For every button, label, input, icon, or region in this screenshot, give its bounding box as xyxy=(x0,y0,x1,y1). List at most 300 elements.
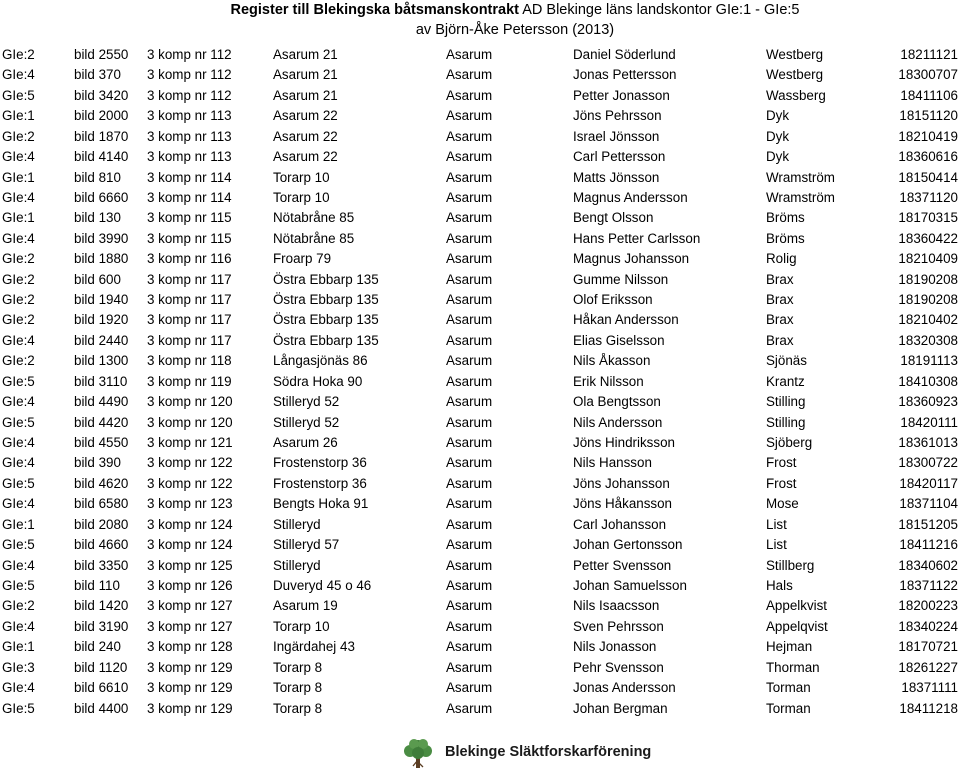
company-number: 3 komp nr 120 xyxy=(147,414,233,430)
record-row xyxy=(0,372,960,392)
place-name: Ingärdahej 43 xyxy=(273,639,355,655)
place-name: Asarum 19 xyxy=(273,598,338,614)
image-ref: bild 4550 xyxy=(74,435,129,451)
parish-name: Asarum xyxy=(446,659,493,675)
place-name: Torarp 10 xyxy=(273,189,330,205)
soldier-name: Brax xyxy=(766,292,794,308)
image-ref: bild 4490 xyxy=(74,394,129,410)
record-date: 18420117 xyxy=(899,475,958,491)
company-number: 3 komp nr 118 xyxy=(147,353,232,369)
person-name: Pehr Svensson xyxy=(573,659,664,675)
record-row xyxy=(0,270,960,290)
company-number: 3 komp nr 112 xyxy=(147,47,232,62)
soldier-name: Hals xyxy=(766,577,793,593)
parish-name: Asarum xyxy=(446,128,493,144)
person-name: Bengt Olsson xyxy=(573,210,654,226)
record-date: 18200223 xyxy=(898,598,958,614)
image-ref: bild 4620 xyxy=(74,475,129,491)
image-ref: bild 2440 xyxy=(74,332,129,348)
parish-name: Asarum xyxy=(446,537,493,553)
record-row xyxy=(0,637,960,657)
parish-name: Asarum xyxy=(446,292,493,308)
company-number: 3 komp nr 122 xyxy=(147,475,233,491)
record-date: 18170315 xyxy=(898,210,958,226)
document-author: av Björn-Åke Petersson (2013) xyxy=(415,22,615,38)
soldier-name: List xyxy=(766,537,787,553)
record-row xyxy=(0,147,960,167)
document-title-bold: Register till Blekingska båtsmanskontrakt xyxy=(230,2,519,18)
record-date: 18190208 xyxy=(898,292,958,308)
parish-name: Asarum xyxy=(446,618,493,634)
record-row xyxy=(0,453,960,473)
person-name: Daniel Söderlund xyxy=(573,47,676,62)
source-ref: GIe:4 xyxy=(2,496,35,512)
person-name: Petter Jonasson xyxy=(573,87,670,103)
place-name: Asarum 22 xyxy=(273,149,338,165)
company-number: 3 komp nr 127 xyxy=(147,618,233,634)
record-row xyxy=(0,678,960,698)
record-date: 18300722 xyxy=(898,455,958,471)
place-name: Stilleryd xyxy=(273,516,321,532)
person-name: Johan Samuelsson xyxy=(573,577,687,593)
person-name: Hans Petter Carlsson xyxy=(573,230,701,246)
parish-name: Asarum xyxy=(446,353,493,369)
image-ref: bild 2080 xyxy=(74,516,129,532)
source-ref: GIe:5 xyxy=(2,414,35,430)
record-date: 18261227 xyxy=(898,659,958,675)
record-row xyxy=(0,474,960,494)
source-ref: GIe:2 xyxy=(2,292,35,308)
soldier-name: Dyk xyxy=(766,149,790,165)
record-row xyxy=(0,65,960,85)
record-row xyxy=(0,127,960,147)
record-row xyxy=(0,413,960,433)
image-ref: bild 3190 xyxy=(74,618,129,634)
parish-name: Asarum xyxy=(446,373,493,389)
record-date: 18300707 xyxy=(898,67,958,83)
place-name: Östra Ebbarp 135 xyxy=(273,271,379,287)
record-row xyxy=(0,208,960,228)
record-row xyxy=(0,658,960,678)
parish-name: Asarum xyxy=(446,251,493,267)
record-date: 18371104 xyxy=(899,496,958,512)
image-ref: bild 1870 xyxy=(74,128,129,144)
company-number: 3 komp nr 112 xyxy=(147,67,232,83)
place-name: Asarum 21 xyxy=(273,47,338,62)
source-ref: GIe:4 xyxy=(2,394,35,410)
company-number: 3 komp nr 115 xyxy=(147,210,232,226)
person-name: Nils Andersson xyxy=(573,414,663,430)
source-ref: GIe:4 xyxy=(2,67,35,83)
document-title-rest: AD Blekinge läns landskontor GIe:1 - GIe:5 xyxy=(519,2,800,18)
record-date: 18371120 xyxy=(899,189,958,205)
image-ref: bild 3110 xyxy=(74,373,128,389)
soldier-name: Mose xyxy=(766,496,799,512)
soldier-name: Brax xyxy=(766,271,794,287)
place-name: Frostenstorp 36 xyxy=(273,475,367,491)
parish-name: Asarum xyxy=(446,67,493,83)
place-name: Nötabråne 85 xyxy=(273,210,355,226)
place-name: Asarum 26 xyxy=(273,435,338,451)
image-ref: bild 3420 xyxy=(74,87,129,103)
company-number: 3 komp nr 117 xyxy=(147,312,232,328)
place-name: Södra Hoka 90 xyxy=(273,373,363,389)
parish-name: Asarum xyxy=(446,639,493,655)
company-number: 3 komp nr 126 xyxy=(147,577,233,593)
parish-name: Asarum xyxy=(446,598,493,614)
soldier-name: Westberg xyxy=(766,47,824,62)
place-name: Långasjönäs 86 xyxy=(273,353,368,369)
image-ref: bild 4660 xyxy=(74,537,129,553)
source-ref: GIe:5 xyxy=(2,700,35,716)
soldier-name: Dyk xyxy=(766,128,790,144)
source-ref: GIe:2 xyxy=(2,312,35,328)
record-row xyxy=(0,86,960,106)
record-row xyxy=(0,188,960,208)
place-name: Torarp 10 xyxy=(273,618,330,634)
source-ref: GIe:1 xyxy=(2,108,35,124)
document-footer xyxy=(0,735,960,771)
person-name: Jöns Hindriksson xyxy=(573,435,675,451)
parish-name: Asarum xyxy=(446,496,493,512)
place-name: Torarp 10 xyxy=(273,169,330,185)
parish-name: Asarum xyxy=(446,414,493,430)
company-number: 3 komp nr 114 xyxy=(147,169,232,185)
place-name: Asarum 21 xyxy=(273,87,338,103)
person-name: Israel Jönsson xyxy=(573,128,660,144)
person-name: Jonas Andersson xyxy=(573,680,676,696)
person-name: Olof Eriksson xyxy=(573,292,653,308)
image-ref: bild 1300 xyxy=(74,353,129,369)
place-name: Frostenstorp 36 xyxy=(273,455,367,471)
place-name: Torarp 8 xyxy=(273,659,323,675)
source-ref: GIe:5 xyxy=(2,537,35,553)
record-date: 18340602 xyxy=(898,557,958,573)
record-row xyxy=(0,249,960,269)
organization-name: Blekinge Släktforskarförening xyxy=(445,744,652,760)
record-row xyxy=(0,351,960,371)
record-date: 18361013 xyxy=(898,435,958,451)
company-number: 3 komp nr 129 xyxy=(147,659,233,675)
record-row xyxy=(0,310,960,330)
record-date: 18150414 xyxy=(898,169,958,185)
company-number: 3 komp nr 127 xyxy=(147,598,233,614)
place-name: Duveryd 45 o 46 xyxy=(273,577,372,593)
soldier-name: Bröms xyxy=(766,230,805,246)
soldier-name: Wramström xyxy=(766,169,835,185)
record-date: 18360923 xyxy=(898,394,958,410)
source-ref: GIe:2 xyxy=(2,598,35,614)
image-ref: bild 370 xyxy=(74,67,121,83)
source-ref: GIe:1 xyxy=(2,639,35,655)
image-ref: bild 6610 xyxy=(74,680,129,696)
record-date: 18151120 xyxy=(899,108,958,124)
record-date: 18190208 xyxy=(898,271,958,287)
image-ref: bild 1940 xyxy=(74,292,129,308)
image-ref: bild 4400 xyxy=(74,700,129,716)
person-name: Carl Pettersson xyxy=(573,149,666,165)
source-ref: GIe:2 xyxy=(2,251,35,267)
record-row xyxy=(0,576,960,596)
record-row xyxy=(0,433,960,453)
person-name: Nils Åkasson xyxy=(573,353,651,369)
soldier-name: Frost xyxy=(766,475,797,491)
image-ref: bild 1120 xyxy=(74,659,128,675)
parish-name: Asarum xyxy=(446,435,493,451)
company-number: 3 komp nr 117 xyxy=(147,292,232,308)
company-number: 3 komp nr 124 xyxy=(147,537,233,553)
soldier-name: Torman xyxy=(766,680,811,696)
source-ref: GIe:5 xyxy=(2,87,35,103)
parish-name: Asarum xyxy=(446,87,493,103)
company-number: 3 komp nr 121 xyxy=(147,435,233,451)
record-date: 18210409 xyxy=(898,251,958,267)
source-ref: GIe:5 xyxy=(2,577,35,593)
source-ref: GIe:5 xyxy=(2,373,35,389)
parish-name: Asarum xyxy=(446,312,493,328)
place-name: Östra Ebbarp 135 xyxy=(273,312,379,328)
person-name: Jöns Pehrsson xyxy=(573,108,662,124)
parish-name: Asarum xyxy=(446,475,493,491)
parish-name: Asarum xyxy=(446,700,493,716)
record-row xyxy=(0,290,960,310)
parish-name: Asarum xyxy=(446,189,493,205)
place-name: Stilleryd 57 xyxy=(273,537,340,553)
image-ref: bild 2000 xyxy=(74,108,129,124)
image-ref: bild 2550 xyxy=(74,47,129,62)
person-name: Matts Jönsson xyxy=(573,169,660,185)
soldier-name: Stilling xyxy=(766,414,806,430)
person-name: Jöns Johansson xyxy=(573,475,670,491)
record-row xyxy=(0,617,960,637)
parish-name: Asarum xyxy=(446,455,493,471)
place-name: Bengts Hoka 91 xyxy=(273,496,369,512)
source-ref: GIe:4 xyxy=(2,149,35,165)
company-number: 3 komp nr 113 xyxy=(147,108,232,124)
image-ref: bild 3350 xyxy=(74,557,129,573)
soldier-name: Dyk xyxy=(766,108,790,124)
person-name: Ola Bengtsson xyxy=(573,394,661,410)
company-number: 3 komp nr 113 xyxy=(147,149,232,165)
person-name: Nils Jonasson xyxy=(573,639,657,655)
company-number: 3 komp nr 122 xyxy=(147,455,233,471)
image-ref: bild 1420 xyxy=(74,598,129,614)
company-number: 3 komp nr 115 xyxy=(147,230,232,246)
company-number: 3 komp nr 128 xyxy=(147,639,233,655)
record-row xyxy=(0,168,960,188)
image-ref: bild 4420 xyxy=(74,414,129,430)
company-number: 3 komp nr 120 xyxy=(147,394,233,410)
soldier-name: Thorman xyxy=(766,659,820,675)
record-date: 18360616 xyxy=(898,149,958,165)
soldier-name: Brax xyxy=(766,332,794,348)
record-date: 18320308 xyxy=(898,332,958,348)
person-name: Nils Isaacsson xyxy=(573,598,660,614)
image-ref: bild 6580 xyxy=(74,496,129,512)
record-date: 18211121 xyxy=(900,47,958,62)
parish-name: Asarum xyxy=(446,271,493,287)
person-name: Magnus Andersson xyxy=(573,189,688,205)
soldier-name: Brax xyxy=(766,312,794,328)
soldier-name: Krantz xyxy=(766,373,805,389)
parish-name: Asarum xyxy=(446,577,493,593)
person-name: Elias Giselsson xyxy=(573,332,665,348)
soldier-name: Appelkvist xyxy=(766,598,828,614)
record-date: 18411218 xyxy=(899,700,958,716)
source-ref: GIe:2 xyxy=(2,271,35,287)
parish-name: Asarum xyxy=(446,230,493,246)
image-ref: bild 6660 xyxy=(74,189,129,205)
company-number: 3 komp nr 117 xyxy=(147,271,232,287)
person-name: Jöns Håkansson xyxy=(573,496,672,512)
record-row xyxy=(0,556,960,576)
record-row xyxy=(0,106,960,126)
image-ref: bild 3990 xyxy=(74,230,129,246)
place-name: Asarum 22 xyxy=(273,108,338,124)
soldier-name: Sjöberg xyxy=(766,435,813,451)
document-header xyxy=(0,0,960,44)
source-ref: GIe:4 xyxy=(2,332,35,348)
company-number: 3 komp nr 119 xyxy=(147,373,232,389)
person-name: Magnus Johansson xyxy=(573,251,690,267)
parish-name: Asarum xyxy=(446,332,493,348)
source-ref: GIe:1 xyxy=(2,169,35,185)
person-name: Jonas Pettersson xyxy=(573,67,677,83)
source-ref: GIe:4 xyxy=(2,557,35,573)
image-ref: bild 130 xyxy=(74,210,121,226)
parish-name: Asarum xyxy=(446,108,493,124)
place-name: Stilleryd 52 xyxy=(273,394,340,410)
parish-name: Asarum xyxy=(446,680,493,696)
image-ref: bild 240 xyxy=(74,639,121,655)
parish-name: Asarum xyxy=(446,149,493,165)
place-name: Torarp 8 xyxy=(273,680,323,696)
place-name: Östra Ebbarp 135 xyxy=(273,332,379,348)
person-name: Gumme Nilsson xyxy=(573,271,669,287)
company-number: 3 komp nr 125 xyxy=(147,557,233,573)
record-row xyxy=(0,45,960,65)
soldier-name: Bröms xyxy=(766,210,805,226)
company-number: 3 komp nr 129 xyxy=(147,700,233,716)
source-ref: GIe:4 xyxy=(2,189,35,205)
person-name: Sven Pehrsson xyxy=(573,618,664,634)
record-date: 18340224 xyxy=(898,618,958,634)
source-ref: GIe:1 xyxy=(2,516,35,532)
parish-name: Asarum xyxy=(446,516,493,532)
place-name: Stilleryd xyxy=(273,557,321,573)
soldier-name: Wramström xyxy=(766,189,835,205)
place-name: Asarum 21 xyxy=(273,67,338,83)
source-ref: GIe:4 xyxy=(2,680,35,696)
record-date: 18210419 xyxy=(898,128,958,144)
tree-icon xyxy=(400,738,436,770)
source-ref: GIe:5 xyxy=(2,475,35,491)
source-ref: GIe:4 xyxy=(2,455,35,471)
source-ref: GIe:2 xyxy=(2,353,35,369)
company-number: 3 komp nr 116 xyxy=(147,251,232,267)
record-date: 18360422 xyxy=(898,230,958,246)
source-ref: GIe:2 xyxy=(2,128,35,144)
record-list xyxy=(0,45,960,719)
place-name: Torarp 8 xyxy=(273,700,323,716)
image-ref: bild 1880 xyxy=(74,251,129,267)
record-row xyxy=(0,596,960,616)
record-date: 18151205 xyxy=(898,516,958,532)
source-ref: GIe:4 xyxy=(2,230,35,246)
person-name: Carl Johansson xyxy=(573,516,667,532)
record-date: 18410308 xyxy=(898,373,958,389)
record-row xyxy=(0,494,960,514)
parish-name: Asarum xyxy=(446,557,493,573)
record-date: 18210402 xyxy=(898,312,958,328)
record-row xyxy=(0,331,960,351)
parish-name: Asarum xyxy=(446,210,493,226)
company-number: 3 komp nr 123 xyxy=(147,496,233,512)
record-row xyxy=(0,229,960,249)
company-number: 3 komp nr 112 xyxy=(147,87,232,103)
person-name: Johan Gertonsson xyxy=(573,537,683,553)
soldier-name: List xyxy=(766,516,787,532)
source-ref: GIe:4 xyxy=(2,618,35,634)
soldier-name: Frost xyxy=(766,455,797,471)
soldier-name: Hejman xyxy=(766,639,813,655)
parish-name: Asarum xyxy=(446,169,493,185)
soldier-name: Sjönäs xyxy=(766,353,807,369)
record-row xyxy=(0,392,960,412)
record-date: 18411216 xyxy=(899,537,958,553)
source-ref: GIe:4 xyxy=(2,435,35,451)
person-name: Erik Nilsson xyxy=(573,373,644,389)
parish-name: Asarum xyxy=(446,394,493,410)
place-name: Asarum 22 xyxy=(273,128,338,144)
document-title xyxy=(0,2,960,18)
place-name: Östra Ebbarp 135 xyxy=(273,292,379,308)
parish-name: Asarum xyxy=(446,47,493,62)
person-name: Petter Svensson xyxy=(573,557,672,573)
record-date: 18371111 xyxy=(901,680,958,696)
image-ref: bild 4140 xyxy=(74,149,129,165)
company-number: 3 komp nr 129 xyxy=(147,680,233,696)
soldier-name: Rolig xyxy=(766,251,797,267)
person-name: Johan Bergman xyxy=(573,700,668,716)
company-number: 3 komp nr 113 xyxy=(147,128,232,144)
record-date: 18411106 xyxy=(900,87,958,103)
image-ref: bild 110 xyxy=(74,577,120,593)
image-ref: bild 390 xyxy=(74,455,121,471)
place-name: Stilleryd 52 xyxy=(273,414,340,430)
soldier-name: Appelqvist xyxy=(766,618,828,634)
image-ref: bild 810 xyxy=(74,169,121,185)
place-name: Froarp 79 xyxy=(273,251,332,267)
source-ref: GIe:1 xyxy=(2,210,35,226)
source-ref: GIe:3 xyxy=(2,659,35,675)
record-row xyxy=(0,515,960,535)
record-row xyxy=(0,699,960,719)
image-ref: bild 1920 xyxy=(74,312,129,328)
soldier-name: Stilling xyxy=(766,394,806,410)
place-name: Nötabråne 85 xyxy=(273,230,355,246)
record-row xyxy=(0,535,960,555)
record-date: 18170721 xyxy=(898,639,958,655)
image-ref: bild 600 xyxy=(74,271,121,287)
soldier-name: Westberg xyxy=(766,67,824,83)
company-number: 3 komp nr 114 xyxy=(147,189,232,205)
record-date: 18420111 xyxy=(900,414,958,430)
soldier-name: Torman xyxy=(766,700,811,716)
record-date: 18191113 xyxy=(900,353,958,369)
source-ref: GIe:2 xyxy=(2,47,35,62)
record-date: 18371122 xyxy=(899,577,958,593)
